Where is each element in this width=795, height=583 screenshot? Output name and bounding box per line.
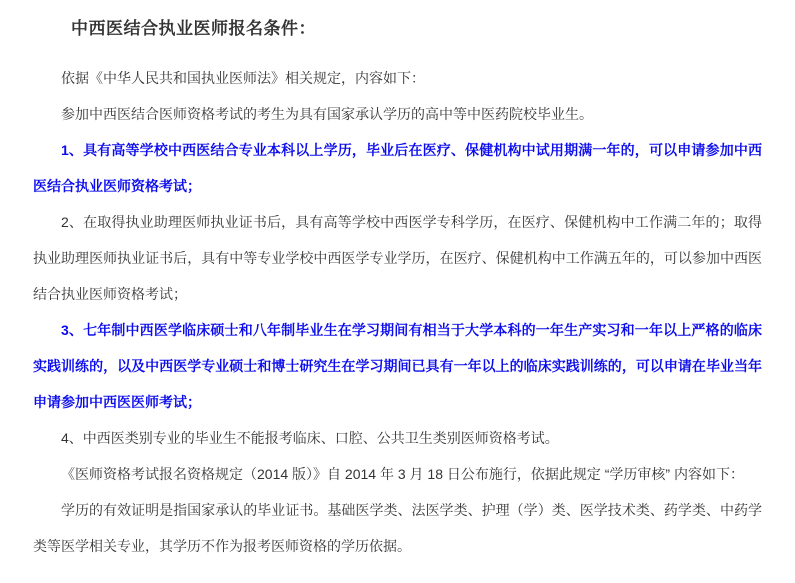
article-body xyxy=(0,16,795,564)
paragraph-condition-2: 2、在取得执业助理医师执业证书后，具有高等学校中西医学专科学历，在医疗、保健机构中工作满二年的；取得执业助理医师执业证书后，具有中等专业学校中西医学专业学历，在医疗、保健机构中工作满五年的，可以参加中西医结合执业医师资格考试； xyxy=(33,214,762,302)
paragraph-list xyxy=(33,60,762,564)
paragraph-condition-1: 1、具有高等学校中西医结合专业本科以上学历，毕业后在医疗、保健机构中试用期满一年的，可以申请参加中西医结合执业医师资格考试； xyxy=(33,142,762,194)
page-title: 中西医结合执业医师报名条件： xyxy=(71,19,316,38)
page xyxy=(0,16,795,583)
paragraph-intro-candidates: 参加中西医结合医师资格考试的考生为具有国家承认学历的高中等中医药院校毕业生。 xyxy=(61,106,593,122)
paragraph-intro-law: 依据《中华人民共和国执业医师法》相关规定，内容如下： xyxy=(61,70,425,86)
paragraph-condition-3: 3、七年制中西医学临床硕士和八年制毕业生在学习期间有相当于大学本科的一年生产实习和一年以上严格的临床实践训练的，以及中西医学专业硕士和博士研究生在学习期间已具有一年以上的临床实践训练的，可以申请在毕业当年申请参加中西医医师考试； xyxy=(33,322,762,410)
paragraph-regulation-2014: 《医师资格考试报名资格规定（2014 版）》自 2014 年 3 月 18 日公布施行，依据此规定 “学历审核” 内容如下： xyxy=(61,466,744,482)
paragraph-condition-4: 4、中西医类别专业的毕业生不能报考临床、口腔、公共卫生类别医师资格考试。 xyxy=(61,430,559,446)
paragraph-diploma-note: 学历的有效证明是指国家承认的毕业证书。基础医学类、法医学类、护理（学）类、医学技术类、药学类、中药学类等医学相关专业，其学历不作为报考医师资格的学历依据。 xyxy=(33,502,762,554)
